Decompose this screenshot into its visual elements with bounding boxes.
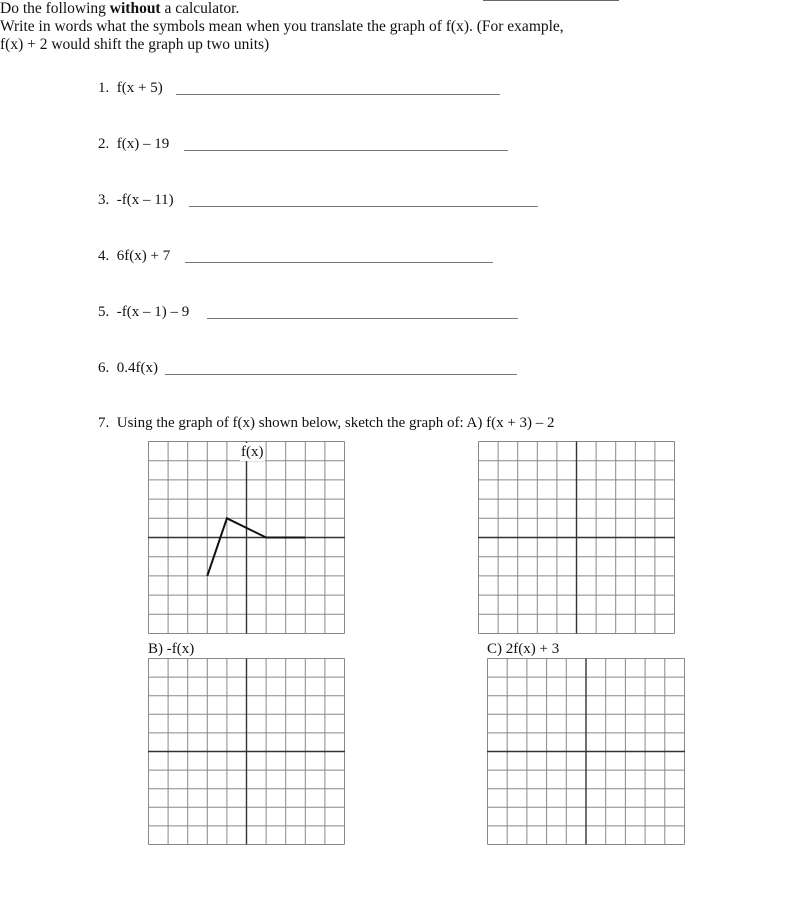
given-graph-grid xyxy=(148,441,345,634)
emphasis-without: without xyxy=(109,0,161,17)
function-curve xyxy=(207,518,305,576)
question-6: 6. 0.4f(x) xyxy=(98,360,158,376)
answer-blank-6[interactable] xyxy=(165,374,517,375)
answer-blank-5[interactable] xyxy=(207,318,518,319)
graph-b-label: B) -f(x) xyxy=(148,641,195,657)
instructions-line-1: Do the following without a calculator. xyxy=(0,0,240,17)
graph-b-grid[interactable] xyxy=(148,658,345,845)
instructions-line-2: Write in words what the symbols mean when you translate the graph of f(x). (For example, xyxy=(0,18,564,35)
question-5: 5. -f(x – 1) – 9 xyxy=(98,304,190,320)
question-1: 1. f(x + 5) xyxy=(98,80,163,96)
question-7: 7. Using the graph of f(x) shown below, sketch the graph of: A) f(x + 3) – 2 xyxy=(98,415,555,431)
question-4: 4. 6f(x) + 7 xyxy=(98,248,171,264)
question-3: 3. -f(x – 11) xyxy=(98,192,174,208)
answer-blank-3[interactable] xyxy=(189,206,538,207)
graph-a-grid[interactable] xyxy=(478,441,675,634)
instructions-line-3: f(x) + 2 would shift the graph up two units) xyxy=(0,36,270,53)
instructions xyxy=(0,0,809,54)
graph-c-label: C) 2f(x) + 3 xyxy=(487,641,560,657)
answer-blank-1[interactable] xyxy=(176,94,500,95)
given-graph-label: f(x) xyxy=(241,444,264,460)
graph-c-grid[interactable] xyxy=(487,658,685,845)
question-2: 2. f(x) – 19 xyxy=(98,136,170,152)
answer-blank-2[interactable] xyxy=(184,150,508,151)
name-line xyxy=(483,0,619,1)
answer-blank-4[interactable] xyxy=(185,262,493,263)
